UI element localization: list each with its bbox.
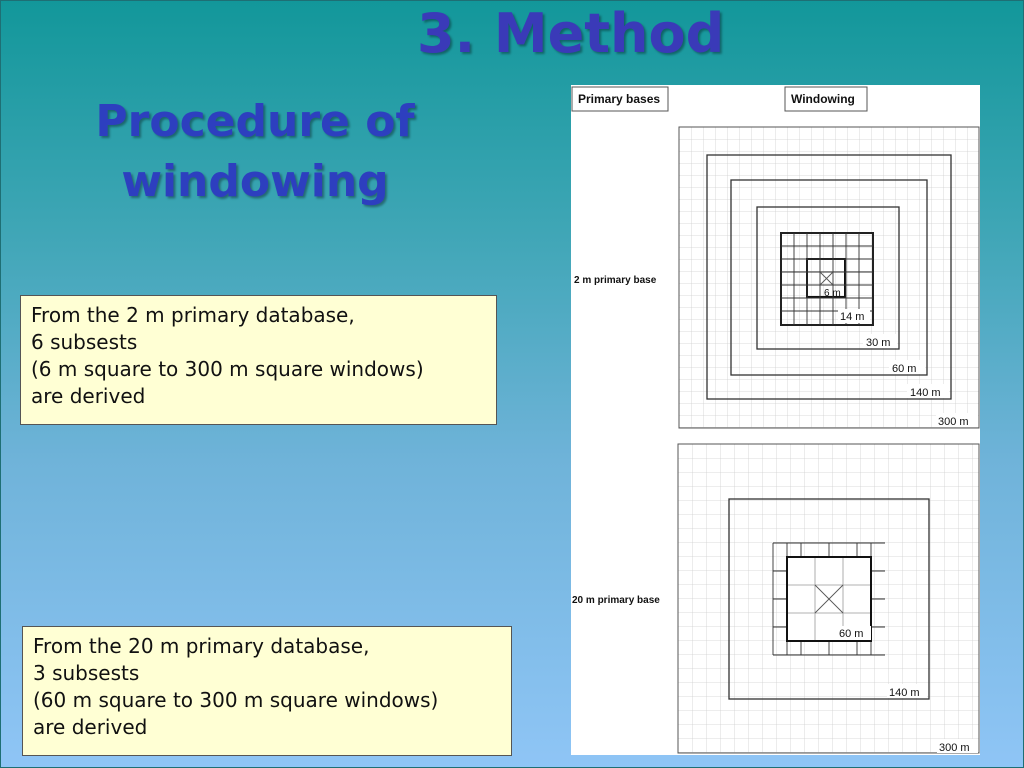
label-60m: 60 m	[892, 363, 917, 375]
label-140m: 140 m	[910, 387, 941, 399]
note-20m-database	[22, 626, 512, 756]
panel-2m-label: 2 m primary base	[574, 275, 657, 286]
panel-20m-primary-base	[572, 444, 979, 754]
slide-subtitle	[40, 92, 470, 212]
label-300m-20m: 300 m	[939, 742, 970, 754]
windowing-diagram	[571, 85, 980, 755]
note-line: 6 subsests	[31, 330, 138, 354]
panel-20m-label: 20 m primary base	[572, 595, 660, 606]
subtitle-line-2: windowing	[121, 156, 389, 207]
note-line: (60 m square to 300 m square windows)	[33, 688, 439, 712]
note-line: From the 20 m primary database,	[33, 634, 370, 658]
label-300m: 300 m	[938, 416, 969, 428]
header-windowing	[785, 87, 867, 111]
header-windowing-label: Windowing	[791, 92, 855, 106]
label-140m-20m: 140 m	[889, 687, 920, 699]
note-line: (6 m square to 300 m square windows)	[31, 357, 424, 381]
header-primary-bases-label: Primary bases	[578, 92, 661, 106]
note-line: From the 2 m primary database,	[31, 303, 355, 327]
panel-2m-primary-base	[574, 127, 979, 428]
note-line: are derived	[33, 715, 148, 739]
label-30m: 30 m	[866, 337, 891, 349]
header-primary-bases	[572, 87, 668, 111]
label-14m: 14 m	[840, 311, 865, 323]
note-line: are derived	[31, 384, 146, 408]
label-60m-20m: 60 m	[839, 628, 864, 640]
subtitle-line-1: Procedure of	[95, 96, 415, 147]
note-line: 3 subsests	[33, 661, 140, 685]
windowing-diagram-svg	[571, 85, 980, 755]
slide-title: 3. Method	[417, 2, 725, 65]
note-2m-database	[20, 295, 497, 425]
grid-2m	[679, 127, 979, 428]
label-6m: 6 m	[824, 288, 841, 299]
